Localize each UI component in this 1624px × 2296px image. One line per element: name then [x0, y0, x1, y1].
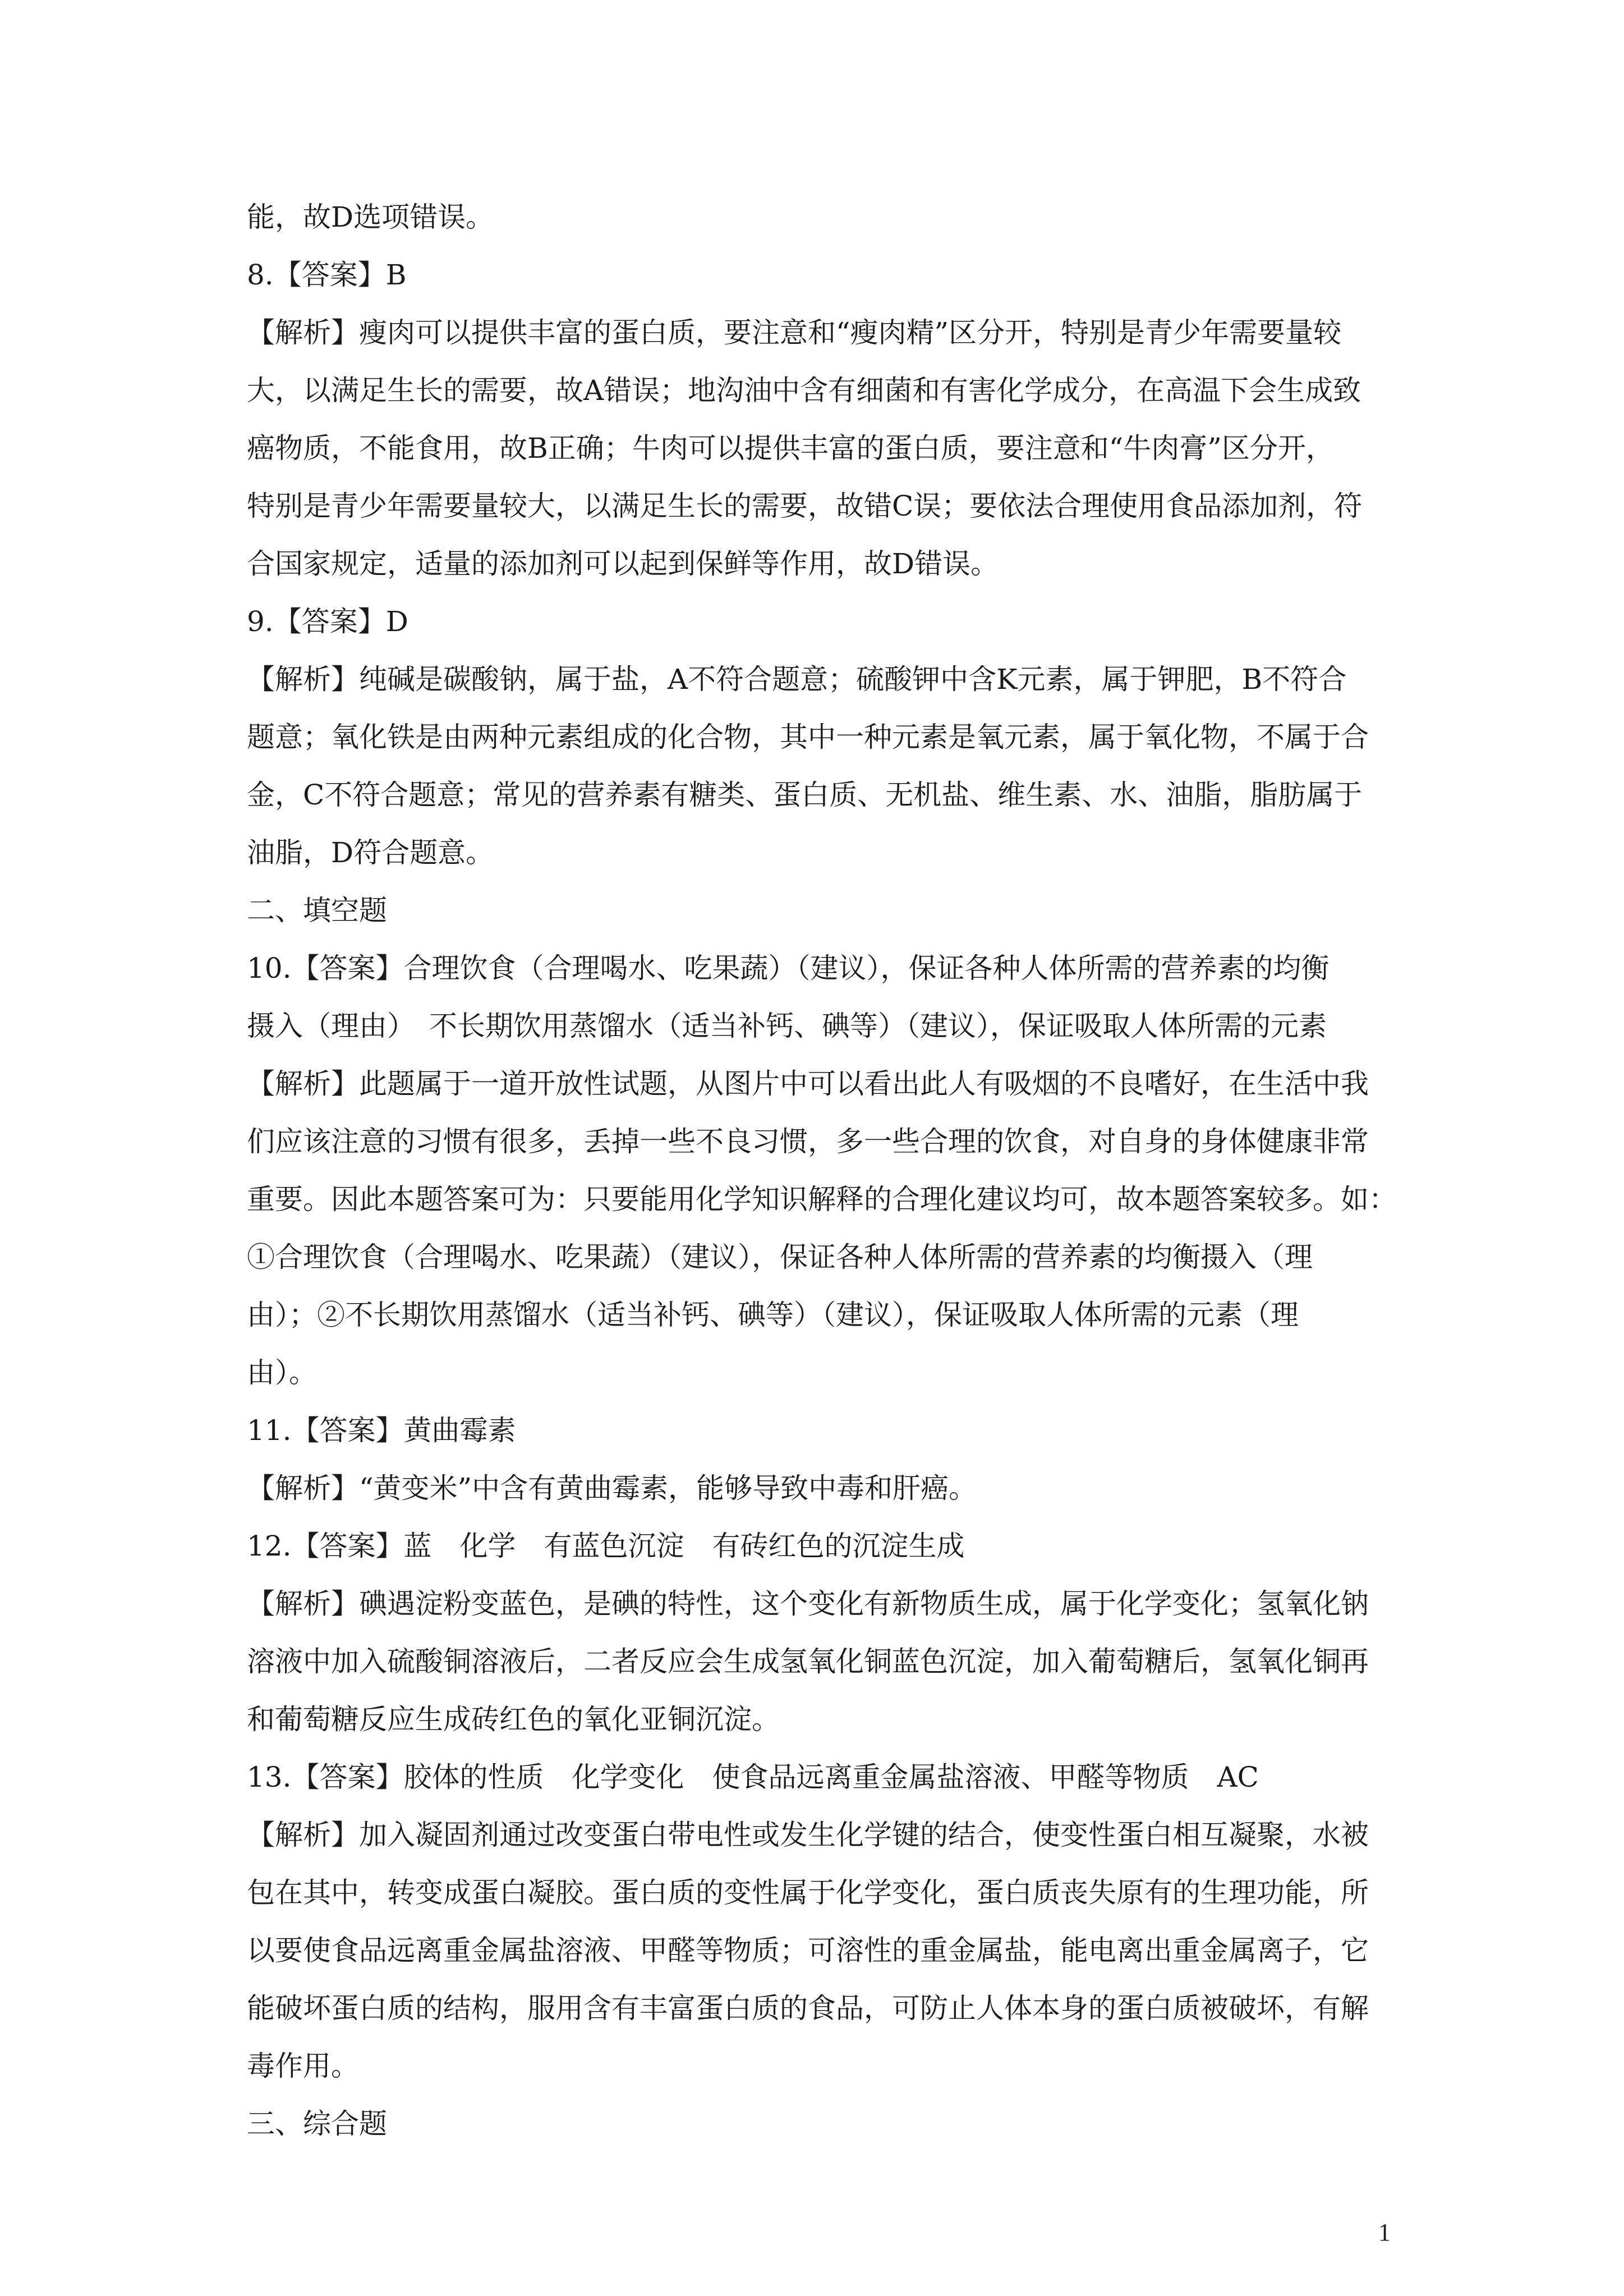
text-line: 油脂，D符合题意。	[247, 836, 494, 869]
text-line: 摄入（理由） 不长期饮用蒸馏水（适当补钙、碘等）（建议），保证吸取人体所需的元素	[247, 1010, 1327, 1042]
text-line: 们应该注意的习惯有很多，丢掉一些不良习惯，多一些合理的饮食，对自身的身体健康非常	[247, 1125, 1369, 1158]
page-number: 1	[1378, 2219, 1391, 2246]
answer-heading-13: 13.【答案】胶体的性质 化学变化 使食品远离重金属盐溶液、甲醛等物质 AC	[247, 1761, 1259, 1793]
text-line: 大，以满足生长的需要，故A错误；地沟油中含有细菌和有害化学成分，在高温下会生成致	[247, 374, 1361, 407]
text-line: 【解析】加入凝固剂通过改变蛋白带电性或发生化学键的结合，使变性蛋白相互凝聚，水被	[247, 1819, 1369, 1851]
text-line: 【解析】此题属于一道开放性试题，从图片中可以看出此人有吸烟的不良嗜好，在生活中我	[247, 1068, 1369, 1100]
section-heading-fill-in: 二、填空题	[247, 894, 387, 927]
text-line: 包在其中，转变成蛋白凝胶。蛋白质的变性属于化学变化，蛋白质丧失原有的生理功能，所	[247, 1876, 1369, 1909]
text-line: 和葡萄糖反应生成砖红色的氧化亚铜沉淀。	[247, 1703, 780, 1736]
text-line: 【解析】纯碱是碳酸钠，属于盐，A不符合题意；硫酸钾中含K元素，属于钾肥，B不符合	[247, 663, 1347, 696]
text-line: 特别是青少年需要量较大，以满足生长的需要，故错C误；要依法合理使用食品添加剂，符	[247, 490, 1363, 522]
answer-heading-11: 11.【答案】黄曲霉素	[247, 1414, 516, 1447]
text-line: 由）；②不长期饮用蒸馏水（适当补钙、碘等）（建议），保证吸取人体所需的元素（理	[247, 1299, 1299, 1331]
answer-heading-9: 9.【答案】D	[247, 605, 408, 638]
answer-heading-12: 12.【答案】蓝 化学 有蓝色沉淀 有砖红色的沉淀生成	[247, 1530, 965, 1562]
text-line: ①合理饮食（合理喝水、吃果蔬）（建议），保证各种人体所需的营养素的均衡摄入（理	[247, 1241, 1313, 1273]
text-line: 金，C不符合题意；常见的营养素有糖类、蛋白质、无机盐、维生素、水、油脂，脂肪属于	[247, 779, 1363, 811]
text-line: 【解析】瘦肉可以提供丰富的蛋白质，要注意和“瘦肉精”区分开，特别是青少年需要量较	[247, 316, 1342, 349]
text-line: 溶液中加入硫酸铜溶液后，二者反应会生成氢氧化铜蓝色沉淀，加入葡萄糖后，氢氧化铜再	[247, 1645, 1369, 1678]
answer-heading-10: 10.【答案】合理饮食（合理喝水、吃果蔬）（建议），保证各种人体所需的营养素的均衡	[247, 952, 1329, 984]
text-line: 以要使食品远离重金属盐溶液、甲醛等物质；可溶性的重金属盐，能电离出重金属离子，它	[247, 1934, 1369, 1967]
text-line: 合国家规定，适量的添加剂可以起到保鲜等作用，故D错误。	[247, 547, 999, 580]
text-line: 能，故D选项错误。	[247, 201, 494, 233]
text-line: 【解析】“黄变米”中含有黄曲霉素，能够导致中毒和肝癌。	[247, 1472, 977, 1504]
text-line: 题意；氧化铁是由两种元素组成的化合物，其中一种元素是氧元素，属于氧化物，不属于合	[247, 721, 1369, 753]
text-line: 能破坏蛋白质的结构，服用含有丰富蛋白质的食品，可防止人体本身的蛋白质被破坏，有解	[247, 1992, 1369, 2024]
text-line: 毒作用。	[247, 2050, 359, 2082]
text-line: 癌物质，不能食用，故B正确；牛肉可以提供丰富的蛋白质，要注意和“牛肉膏”区分开，	[247, 432, 1334, 464]
answer-text-body	[247, 188, 1408, 2153]
text-line: 重要。因此本题答案可为：只要能用化学知识解释的合理化建议均可，故本题答案较多。如：	[247, 1183, 1397, 1216]
text-line: 由）。	[247, 1356, 317, 1389]
section-heading-comprehensive: 三、综合题	[247, 2108, 387, 2140]
answer-heading-8: 8.【答案】B	[247, 259, 407, 291]
text-line: 【解析】碘遇淀粉变蓝色，是碘的特性，这个变化有新物质生成，属于化学变化；氢氧化钠	[247, 1588, 1369, 1620]
